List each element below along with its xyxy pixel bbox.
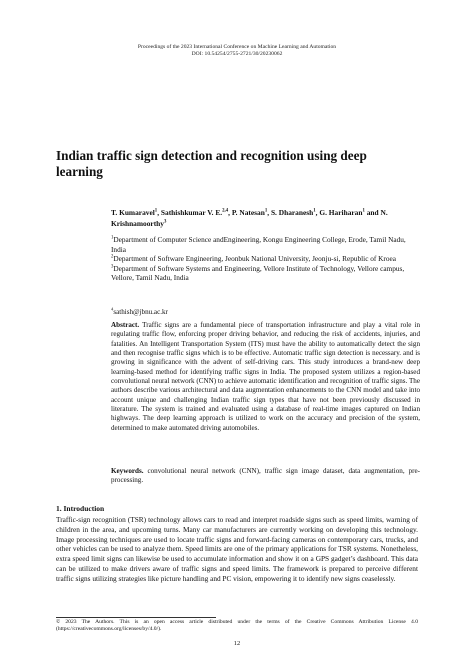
author-list [111,208,421,229]
header-doi: DOI: 10.54254/2755-2721/30/20230062 [191,51,283,58]
header-proceedings: Proceedings of the 2023 International Conference on Machine Learning and Automation [137,44,337,50]
affiliation-text: Department of Software Systems and Engineering, Vellore Institute of Technology, Vellore campus, Vellore, Tamil Nadu, India [111,263,405,282]
running-header [0,44,474,58]
abstract [111,321,420,433]
author-name: G. Hariharan [319,208,363,217]
author-affiliation-mark: 1 [313,208,316,214]
author-affiliation-mark: 3 [163,219,167,225]
author-name: P. Natesan [231,208,265,217]
abstract-label: Abstract. [111,321,140,329]
author-name: Sathishkumar V. E. [160,208,223,217]
affiliation-text: Department of Software Engineering, Jeonbuk National University, Jeonju-si, Republic of Kroea [113,254,396,263]
author [271,208,319,217]
author [319,208,380,217]
email-mark: 4 [111,306,114,312]
affiliation-mark: 1 [111,235,114,241]
keywords-label: Keywords. [111,467,144,475]
author-affiliation-mark: 1 [154,208,158,214]
author [111,208,161,217]
email-address[interactable]: sathish@jbnu.ac.kr [113,308,168,316]
license-notice: © 2023 The Authors. This is an open access article distributed under the terms of the Creative Commons Attribution License 4.0 (https://creativecommons.org/licenses/by/4.0/). [56,619,418,633]
author [232,208,271,217]
author-affiliation-mark: 1 [362,208,365,214]
author-separator: , [228,208,232,217]
author-separator: , [315,208,320,217]
author-separator: , [157,208,161,217]
author-name: S. Dharanesh [270,208,314,217]
corresponding-email [111,308,411,316]
author-affiliation-mark: 1 [264,208,268,214]
author-separator: , [267,208,271,217]
affiliation-mark: 3 [111,264,114,270]
affiliation [111,254,421,264]
affiliation-mark: 2 [111,254,114,260]
abstract-text: Traffic signs are a fundamental piece of transportation infrastructure and play a vital role in regulating traffic flow, enforcing proper driving behavior, and reducing the risk of accidents, injuries, and fatalities. An Intelligent Transportation System (ITS) must have the ability to automatically detect the sign and then recognise traffic signs which is to be effective. Automatic traffic sign detection is necessary. and is growing in significance with the advent of self-driving cars. This study introduces a brand-new deep learning-based method for identifying traffic signs in India. The proposed system utilizes a region-based convolutional neural network (CNN) to achieve automatic identification and recognition of traffic signs. The authors describe various architectural and data augmentation enhancements to the CNN model and take into account unique and challenging Indian traffic sign types that have not been previously discussed in literature. The system is trained and evaluated using a database of real-time images captured on Indian highways. The deep learning approach is utilized to work on the accuracy and precision of the system, determined to make automated driving automobiles. [111,321,420,432]
paper-title: Indian traffic sign detection and recognition using deep learning [56,148,367,179]
affiliation-list [111,235,421,283]
affiliation [111,235,421,254]
introduction-paragraph: Traffic-sign recognition (TSR) technology allows cars to read and interpret roadside signs such as speed limits, warning of children in the area, and upcoming turns. Many car manufacturers are currently working on developing this technology. Image processing techniques are used to locate traffic signs and forward-facing cameras on contemporary cars, trucks, and other vehicles can be used to analyze them. Speed limits are one of the primary applications for TSR systems. Nonetheless, extra speed limit signs can likewise be used to accumulate information and show it on a GPS gadget’s dashboard. This data can be utilized to make drivers aware of traffic signs and speed limits. The framework is prepared to perceive different traffic signs utilizing strategies like picture handling and PC vision, empowering it to identify new signs ceaselessly. [56,515,418,583]
author-separator: and [364,208,381,217]
author-name: T. Kumaravel [111,208,155,217]
author [161,208,232,217]
author-affiliation-mark: 2,4 [222,208,229,214]
keywords-text: convolutional neural network (CNN), traffic sign image dataset, data augmentation, pre-processing. [111,467,420,485]
keywords [111,467,420,486]
affiliation [111,264,421,283]
footnote-divider [56,617,216,618]
page-number: 12 [233,640,241,647]
section-heading-introduction: 1. Introduction [56,504,105,513]
affiliation-text: Department of Computer Science andEngineering, Kongu Engineering College, Erode, Tamil Nadu, India [111,235,406,254]
author-name: N. Krishnamoorthy [111,208,388,228]
